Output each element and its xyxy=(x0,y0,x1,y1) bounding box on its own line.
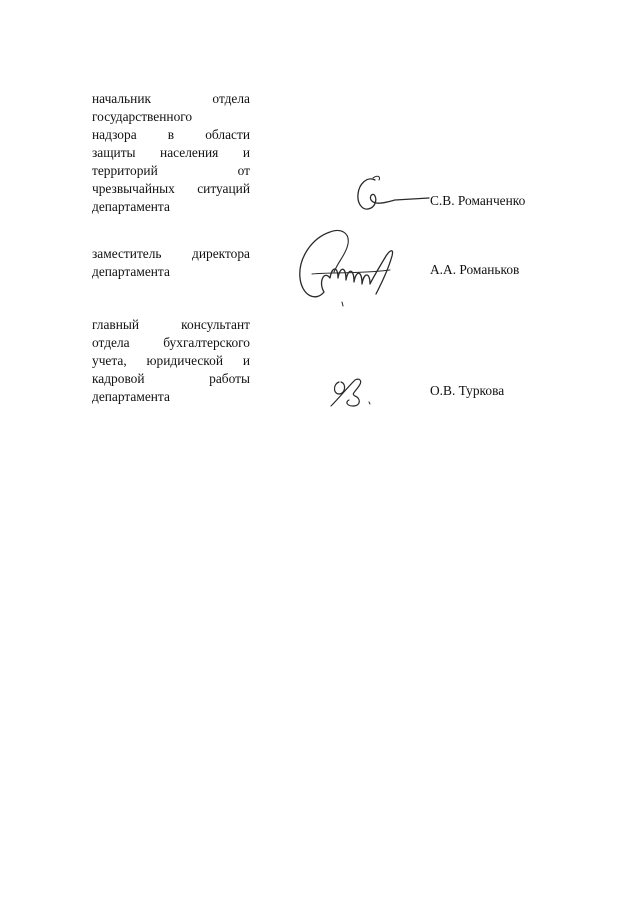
signatory-1-position-line: государственного xyxy=(92,109,193,124)
signatory-1-position-line: начальник отдела xyxy=(92,91,250,106)
signature-romankov xyxy=(290,222,405,312)
signatory-2-position xyxy=(92,245,250,281)
signatory-1-position-line: защиты населения и xyxy=(92,145,250,160)
signatory-1-name: С.В. Романченко xyxy=(430,193,526,208)
signatory-1-position-line: территорий от xyxy=(92,163,250,178)
signatory-2-position-line: заместитель директора xyxy=(92,246,250,261)
signatory-3-position-line: кадровой работы xyxy=(92,371,250,386)
signatory-3-position-line: департамента xyxy=(92,389,170,404)
signatory-3-name: О.В. Туркова xyxy=(430,383,505,398)
signature-turkova xyxy=(325,372,380,412)
signatory-3-position-line: главный консультант xyxy=(92,317,250,332)
signatory-1-position xyxy=(92,90,250,216)
signatory-2-name: А.А. Романьков xyxy=(430,262,520,277)
signatory-2-position-line: департамента xyxy=(92,264,170,279)
signatory-1-position-line: департамента xyxy=(92,199,170,214)
signatory-3-position-line: учета, юридической и xyxy=(92,353,250,368)
signatory-1-position-line: надзора в области xyxy=(92,127,250,142)
signatory-1-position-line: чрезвычайных ситуаций xyxy=(92,181,250,196)
signatory-3-position xyxy=(92,316,250,406)
signatory-3-position-line: отдела бухгалтерского xyxy=(92,335,250,350)
signature-romanchenko xyxy=(345,170,435,220)
